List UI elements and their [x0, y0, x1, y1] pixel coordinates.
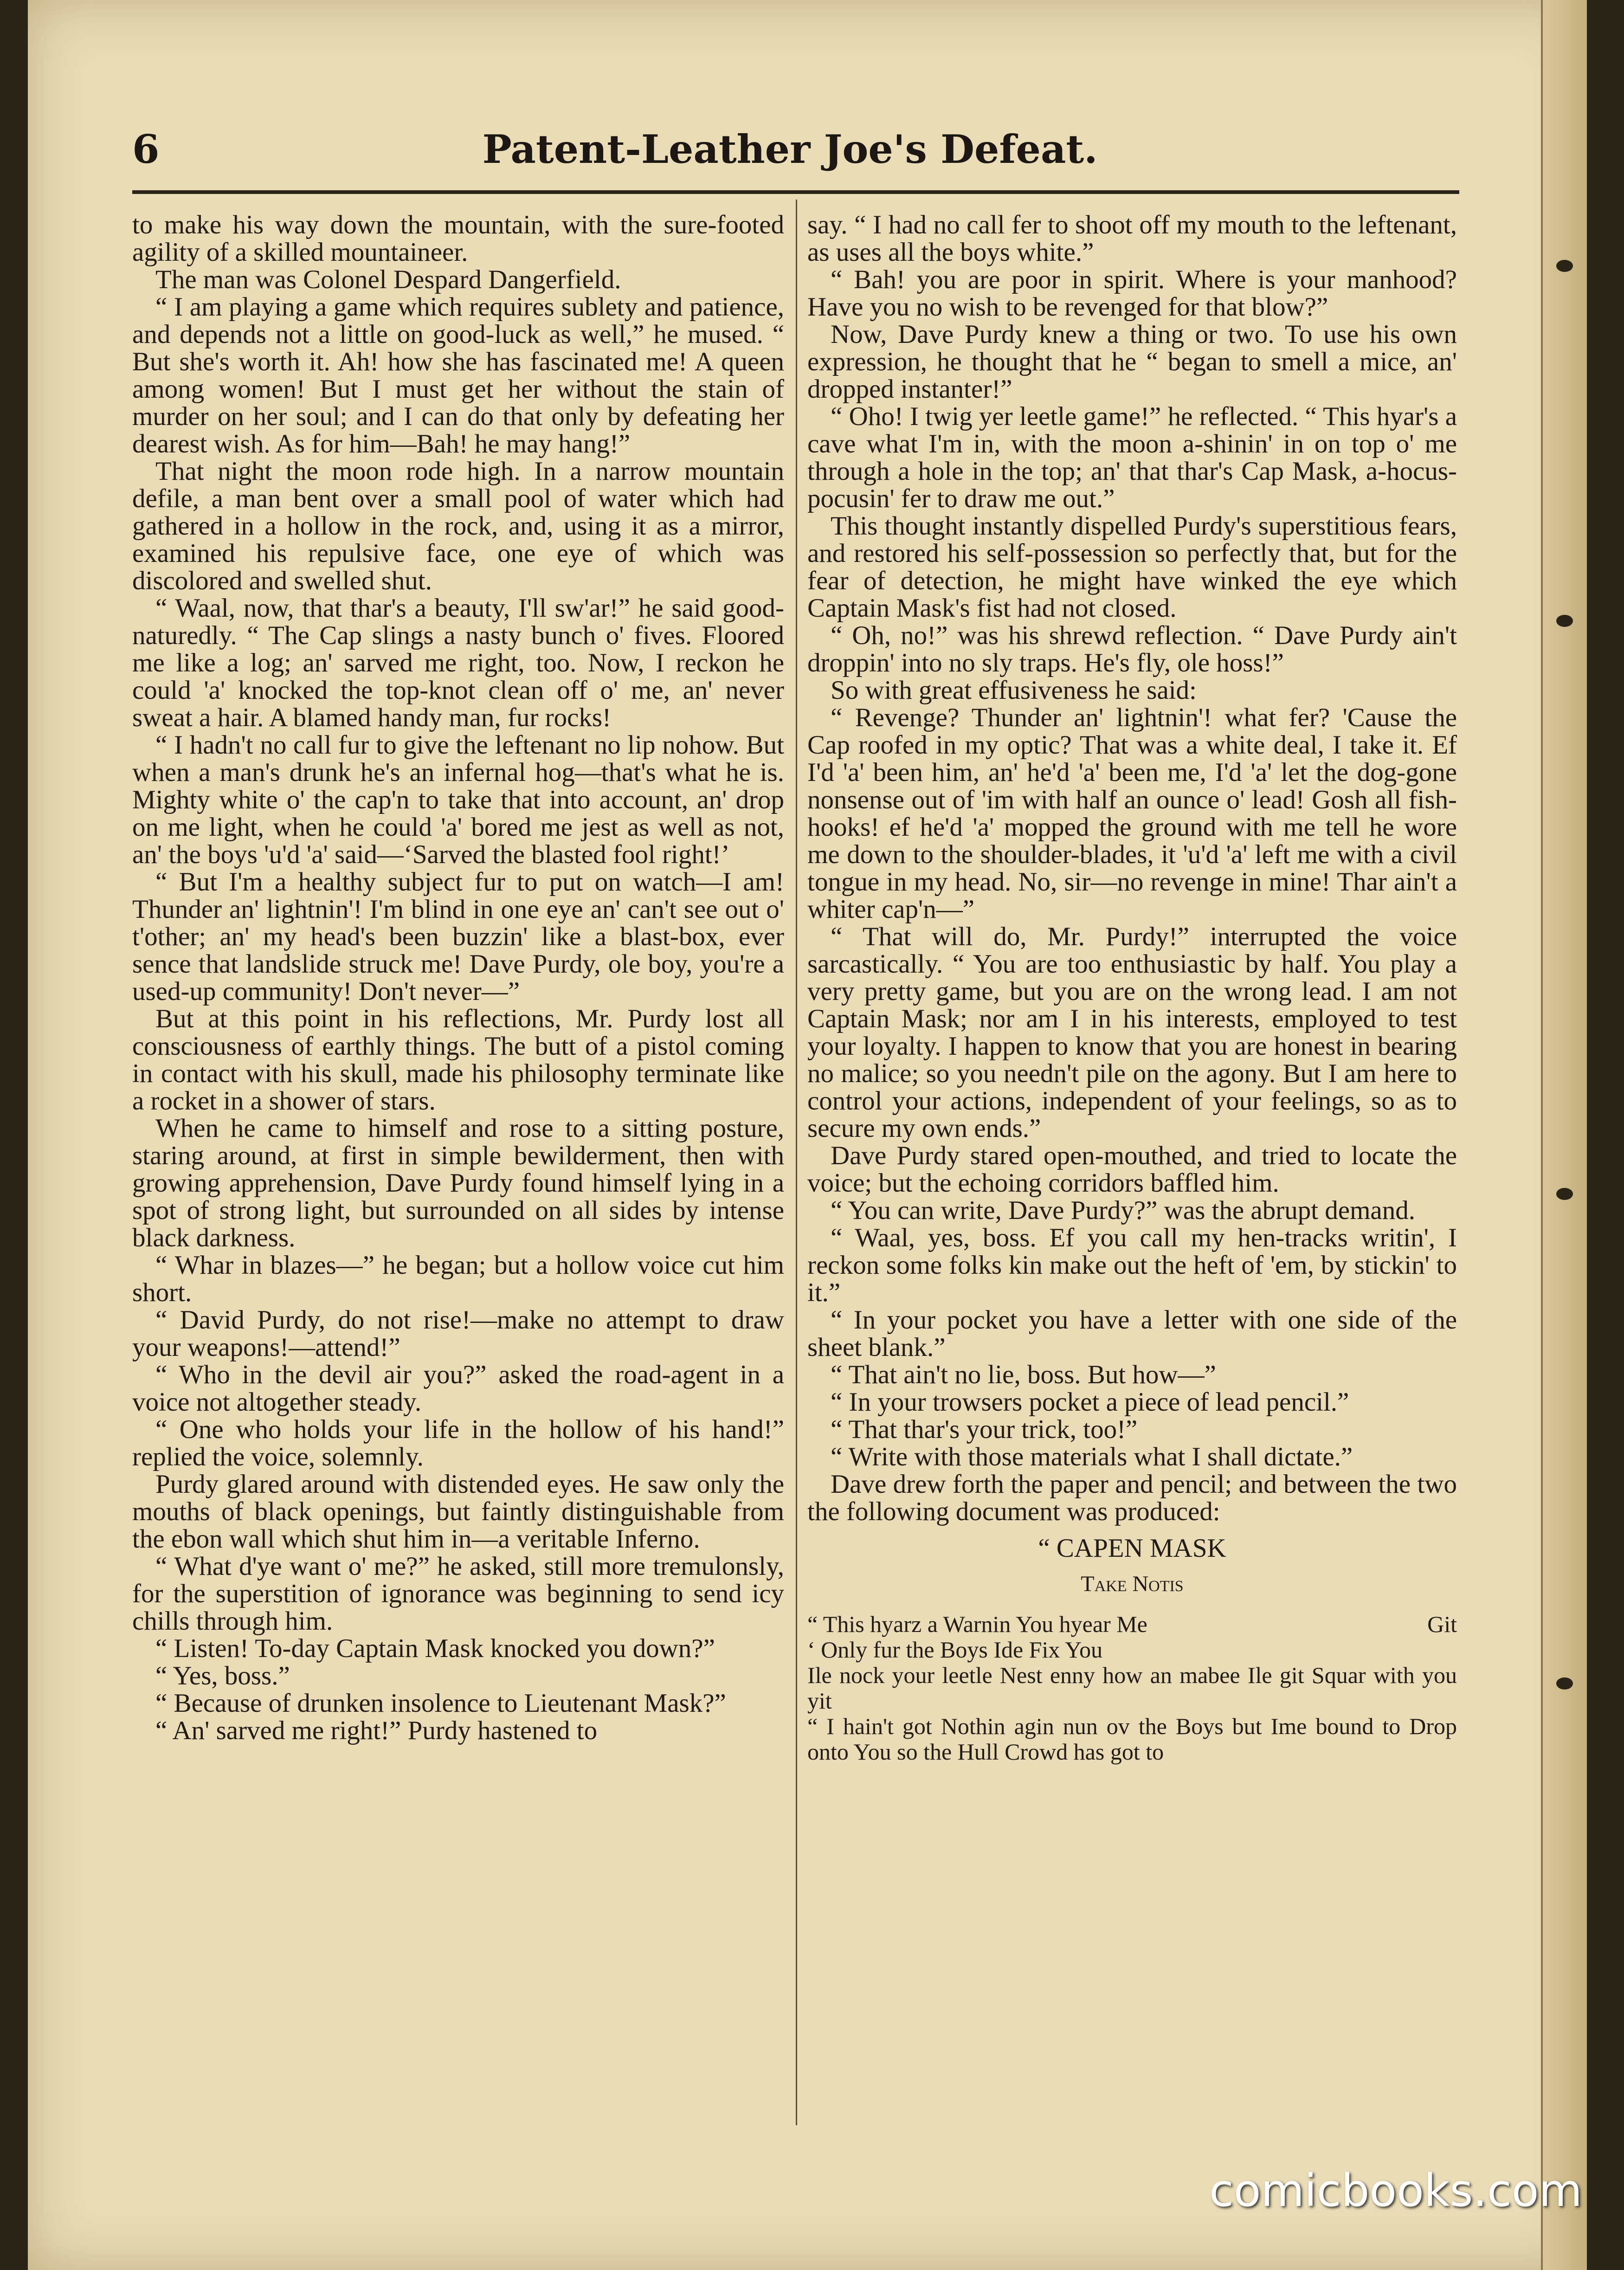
- page-header: [132, 122, 1448, 191]
- paragraph: Dave Purdy stared open-mouthed, and tried to locate the voice; but the echoing corridors baffled him.: [807, 1141, 1457, 1198]
- letter-text: “ This hyarz a Warnin You hyear Me: [807, 1611, 1147, 1637]
- paragraph: “ Oh, no!” was his shrewd reflection. “ Dave Purdy ain't droppin' into no sly traps. He's fly, ole hoss!”: [807, 621, 1457, 677]
- paragraph: “ Waal, yes, boss. Ef you call my hen-tracks writin', I reckon some folks kin make out the heft of 'em, by stickin' to it.”: [807, 1223, 1457, 1307]
- paragraph: “ Because of drunken insolence to Lieutenant Mask?”: [155, 1689, 726, 1718]
- paragraph: “ You can write, Dave Purdy?” was the abrupt demand.: [831, 1196, 1415, 1225]
- header-rule: [132, 190, 1459, 194]
- paragraph: “ That thar's your trick, too!”: [831, 1415, 1138, 1444]
- paragraph: Purdy glared around with distended eyes. He saw only the mouths of black openings, but faintly distinguishable from the ebon wall which shut him in—a veritable Inferno.: [132, 1470, 784, 1554]
- paragraph: Now, Dave Purdy knew a thing or two. To use his own expression, he thought that he “ began to smell a mice, an' dropped instanter!”: [807, 320, 1457, 404]
- magazine-page: [28, 0, 1587, 2270]
- paragraph: That night the moon rode high. In a narrow mountain defile, a man bent over a small pool of water which had gathered in a hollow in the rock, and, using it as a mirror, examined his repulsive face, one eye of which was discolored and swelled shut.: [132, 457, 784, 595]
- paragraph: “ Who in the devil air you?” asked the road-agent in a voice not altogether steady.: [132, 1360, 784, 1417]
- paragraph: say. “ I had no call fer to shoot off my mouth to the leftenant, as uses all the boys white.”: [807, 211, 1457, 267]
- paragraph: “ In your pocket you have a letter with one side of the sheet blank.”: [807, 1305, 1457, 1362]
- paragraph: to make his way down the mountain, with the sure-footed agility of a skilled mountaineer.: [132, 211, 784, 267]
- paragraph: “ Waal, now, that thar's a beauty, I'll sw'ar!” he said good-naturedly. “ The Cap slings a nasty bunch o' fives. Floored me like a log; an' sarved me right, too. Now, I reckon he could 'a' knocked the top-knot clean off o' me, an' never sweat a hair. A blamed handy man, fur rocks!: [132, 593, 784, 732]
- binding-hole: [1556, 615, 1573, 627]
- left-column: [132, 211, 784, 2137]
- page-title: Patent-Leather Joe's Defeat.: [482, 126, 1098, 172]
- paragraph: “ In your trowsers pocket a piece of lead pencil.”: [831, 1387, 1349, 1417]
- paragraph: “ Yes, boss.”: [155, 1661, 290, 1690]
- binding-hole: [1556, 260, 1573, 272]
- letter-line: “ I hain't got Nothin agin nun ov the Boys but Ime bound to Drop onto You so the Hull Crowd has got to: [807, 1713, 1457, 1765]
- paragraph: The man was Colonel Despard Dangerfield.: [155, 265, 621, 294]
- paragraph: “ David Purdy, do not rise!—make no attempt to draw your weapons!—attend!”: [132, 1305, 784, 1362]
- paragraph: “ That will do, Mr. Purdy!” interrupted the voice sarcastically. “ You are too enthusiastic by half. You play a very pretty game, but you are on the wrong lead. I am not Captain Mask; nor am I in his interests, employed to test your loyalty. I happen to know that you are honest in bearing no malice; so you needn't pile on the agony. But I am here to control your actions, independent of your feelings, so as to secure my own ends.”: [807, 922, 1457, 1143]
- paragraph: “ Revenge? Thunder an' lightnin'! what fer? 'Cause the Cap roofed in my optic? That was a white deal, I take it. Ef I'd 'a' been him, an' he'd 'a' been me, I'd 'a' let the dog-gone nonsense out of 'im with half an ounce o' lead! Gosh all fish-hooks! ef he'd 'a' mopped the ground with me tell he wore me down to the shoulder-blades, it 'u'd 'a' left me with a civil tongue in my head. No, sir—no revenge in mine! Thar ain't a whiter cap'n—”: [807, 703, 1457, 924]
- paragraph: “ I am playing a game which requires sublety and patience, and depends not a little on good-luck as well,” he mused. “ But she's worth it. Ah! how she has fascinated me! A queen among women! But I must get her without the stain of murder on her soul; and I can do that only by defeating her dearest wish. As for him—Bah! he may hang!”: [132, 292, 784, 458]
- paragraph: “ An' sarved me right!” Purdy hastened to: [155, 1716, 598, 1745]
- paragraph: Dave drew forth the paper and pencil; and between the two the following document was produced:: [807, 1470, 1457, 1526]
- letter-line: ‘ Only fur the Boys Ide Fix You: [807, 1637, 1103, 1663]
- paragraph: “ But I'm a healthy subject fur to put on watch—I am! Thunder an' lightnin'! I'm blind in one eye an' can't see out o' t'other; an' my head's been buzzin' like a blast-box, ever sence that landslide struck me! Dave Purdy, ole boy, you're a used-up community! Don't never—”: [132, 867, 784, 1006]
- paragraph: But at this point in his reflections, Mr. Purdy lost all consciousness of earthly things. The butt of a pistol coming in contact with his skull, made his philosophy terminate like a rocket in a shower of stars.: [132, 1004, 784, 1116]
- paragraph: “ Bah! you are poor in spirit. Where is your manhood? Have you no wish to be revenged for that blow?”: [807, 265, 1457, 322]
- binding-hole: [1556, 1677, 1573, 1690]
- paragraph: “ Whar in blazes—” he began; but a hollow voice cut him short.: [132, 1251, 784, 1307]
- paragraph: “ Listen! To-day Captain Mask knocked you down?”: [155, 1634, 715, 1663]
- document-subheading: Take Notis: [1081, 1572, 1184, 1596]
- page-spine: [1541, 0, 1587, 2270]
- paragraph: “ I hadn't no call fur to give the leftenant no lip nohow. But when a man's drunk he's an infernal hog—that's what he is. Mighty white o' the cap'n to take that into account, an' drop on me light, when he could 'a' bored me jest as well as not, an' the boys 'u'd 'a' said—‘Sarved the blasted fool right!’: [132, 730, 784, 869]
- letter-line: [807, 1612, 1457, 1637]
- paragraph: This thought instantly dispelled Purdy's superstitious fears, and restored his self-possession so perfectly that, but for the fear of detection, he might have winked the eye which Captain Mask's fist had not closed.: [807, 511, 1457, 623]
- paragraph: “ What d'ye want o' me?” he asked, still more tremulonsly, for the superstition of ignorance was beginning to send icy chills through him.: [132, 1552, 784, 1636]
- document-heading: “ CAPEN MASK: [1038, 1534, 1226, 1563]
- paragraph: “ One who holds your life in the hollow of his hand!” replied the voice, solemnly.: [132, 1415, 784, 1471]
- binding-hole: [1556, 1188, 1573, 1200]
- paragraph: “ Write with those materials what I shall dictate.”: [831, 1442, 1353, 1471]
- page-number: 6: [132, 126, 160, 172]
- column-divider: [796, 200, 797, 2125]
- paragraph: “ That ain't no lie, boss. But how—”: [831, 1360, 1216, 1389]
- paragraph: When he came to himself and rose to a sitting posture, staring around, at first in simple bewilderment, then with growing apprehension, Dave Purdy found himself lying in a spot of strong light, but surrounded on all sides by intense black darkness.: [132, 1114, 784, 1252]
- watermark: comicbooks.com: [1209, 2165, 1582, 2217]
- paragraph: So with great effusiveness he said:: [831, 676, 1197, 705]
- letter-text: Git: [1427, 1611, 1457, 1637]
- letter-line: Ile nock your leetle Nest enny how an mabee Ile git Squar with you yit: [807, 1662, 1457, 1714]
- paragraph: “ Oho! I twig yer leetle game!” he reflected. “ This hyar's a cave what I'm in, with the moon a-shinin' in on top o' me through a hole in the top; an' that thar's Cap Mask, a-hocus-pocusin' fer to draw me out.”: [807, 402, 1457, 513]
- right-column: [807, 211, 1457, 2137]
